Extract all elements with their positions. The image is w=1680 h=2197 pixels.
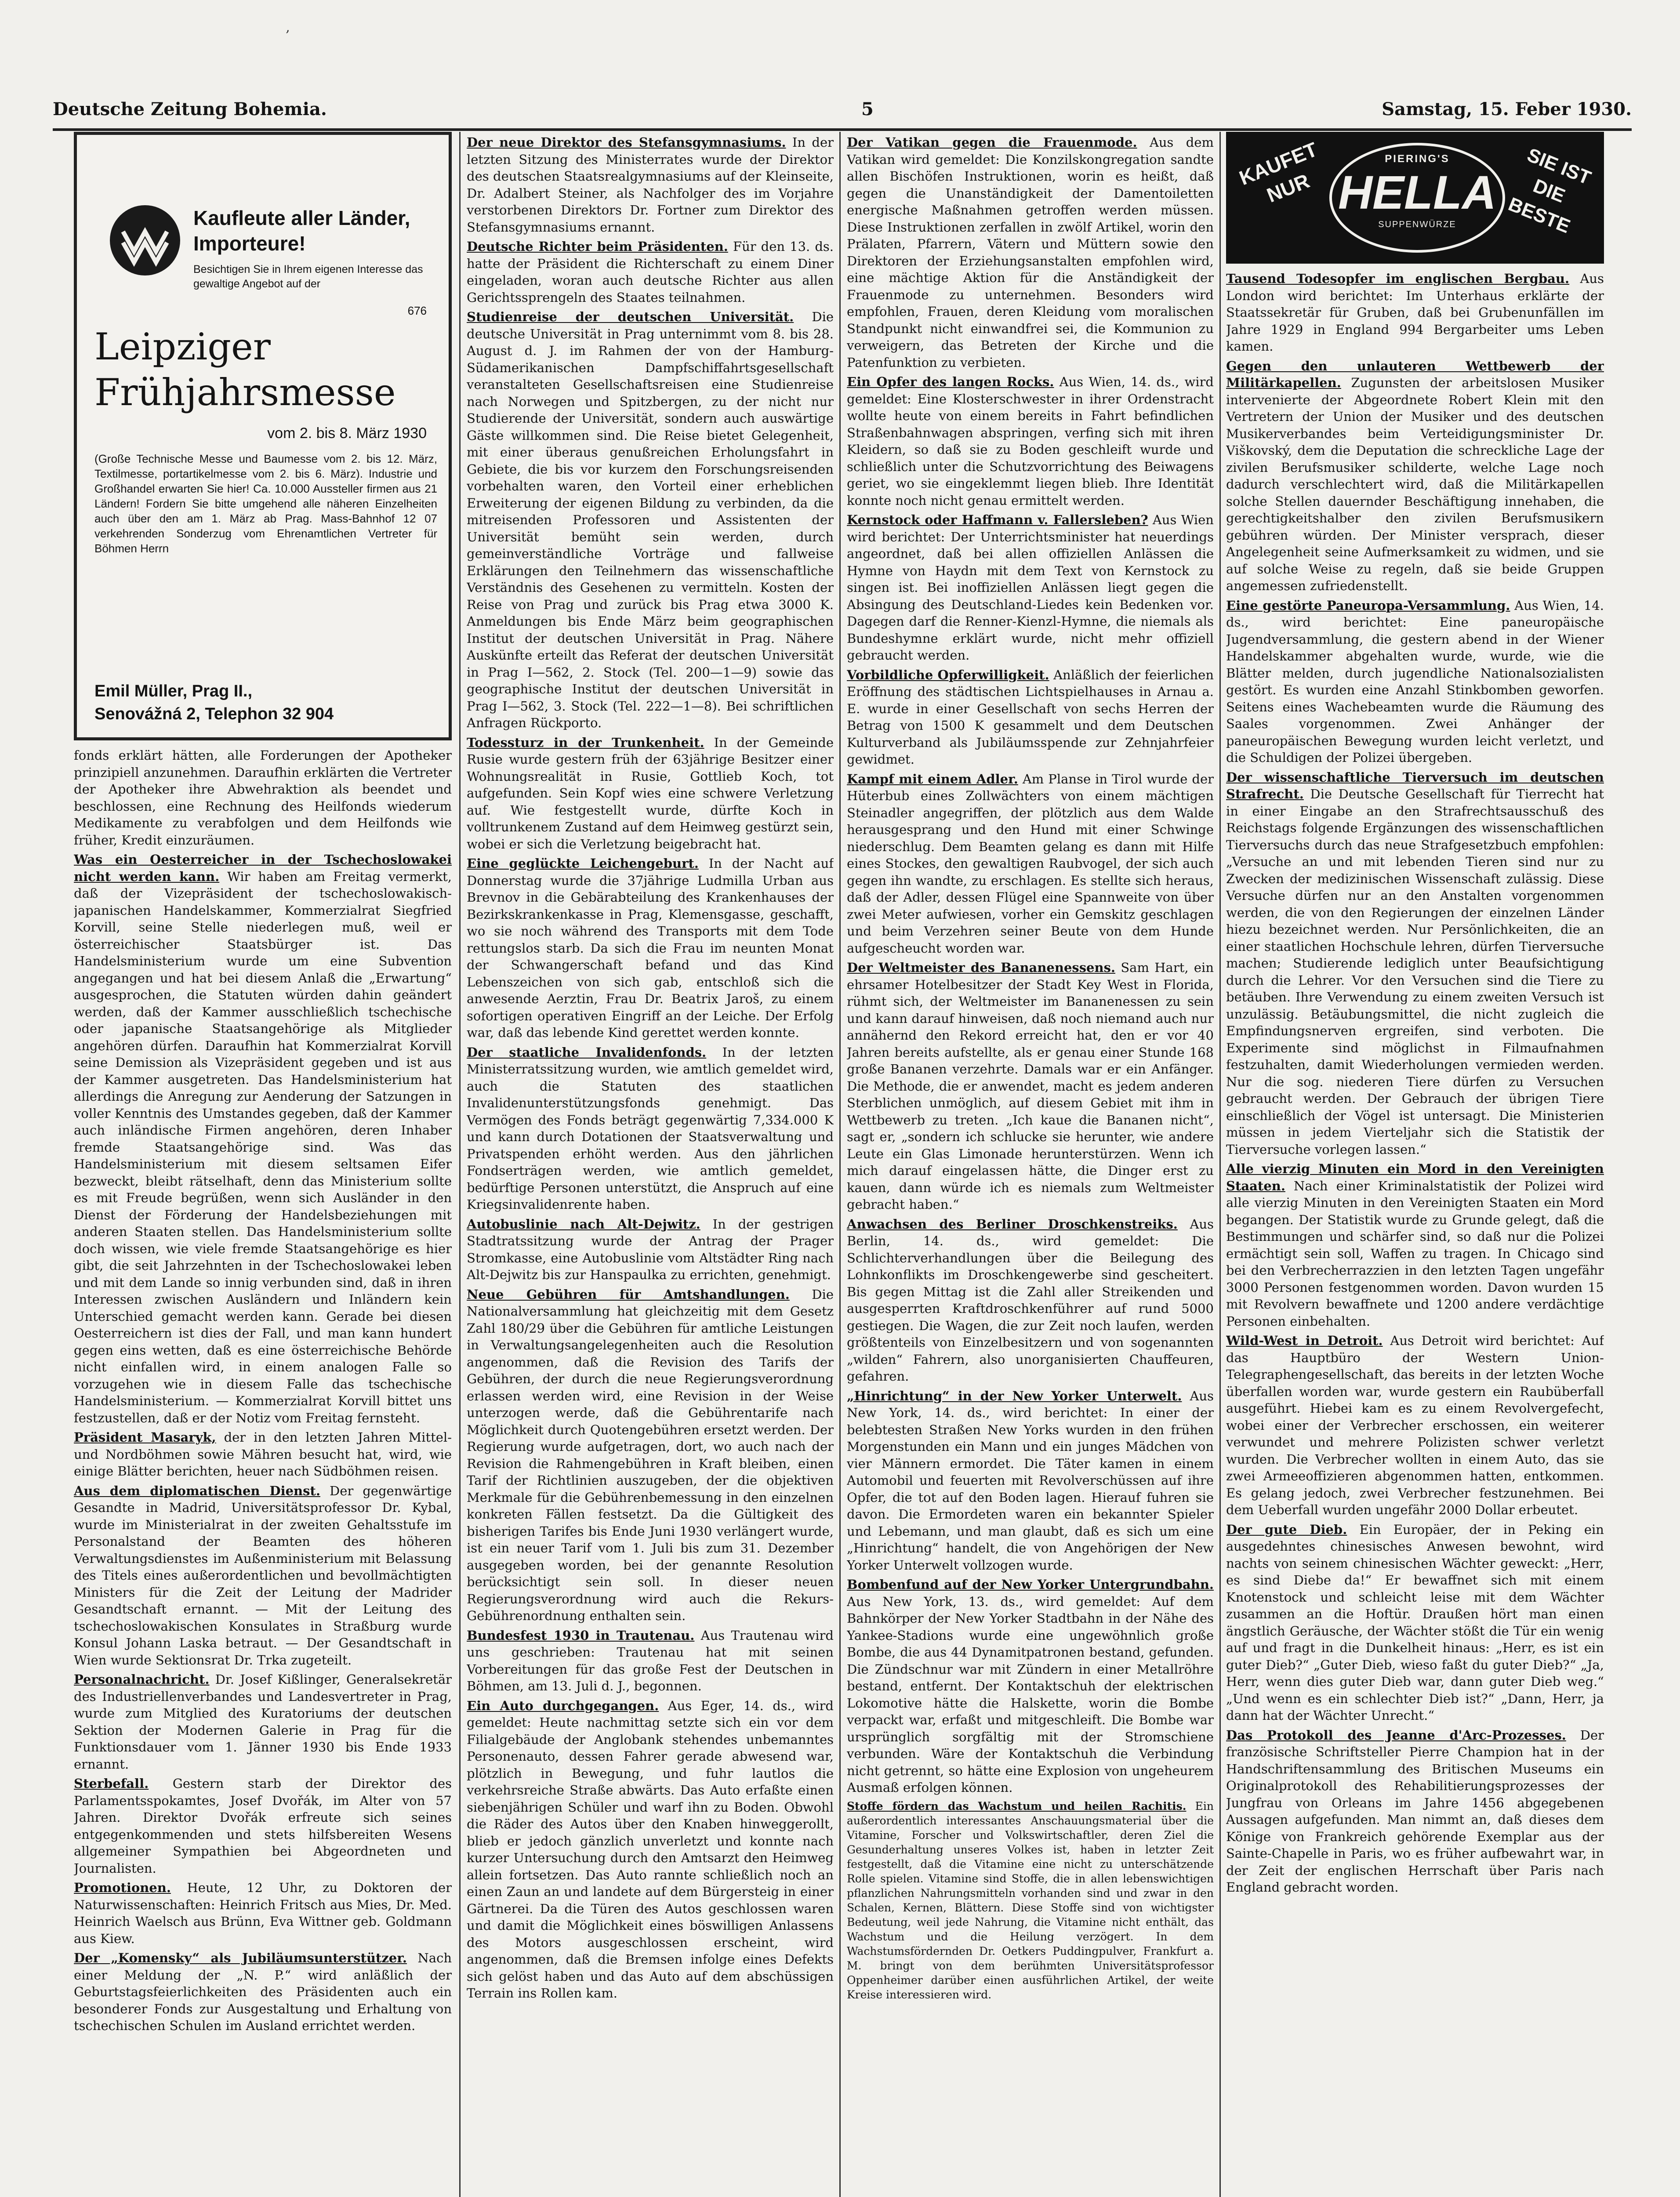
masthead: Deutsche Zeitung Bohemia. [53, 99, 327, 120]
article-body: In der letzten Ministerratssitzung wurden, wie amtlich gemeldet wird, auch die Statuten des staatlichen Invalidenunterstützungsfonds genehmigt. Das Vermögen des Fonds beträgt gegenwärtig 7,334.000 K und kann durch Dotationen der Staatsverwaltung und Privatspenden erhöht werden. Aus den jährlichen Fondserträgen werden, wie amtlich gemeldet, bedürftige Personen unterstützt, die Anspruch auf eine Kriegsinvalidenrente haben. [467, 1044, 834, 1212]
article-body: In der letzten Sitzung des Ministerrates wurde der Direktor des deutschen Staatsrealgymnasiums auf der Kleinseite, Dr. Adalbert Steiner, als Nachfolger des im Vorjahre verstorbenen Direktors Dr. Fortner zum Direktor des Stefansgymnasiums ernannt. [467, 135, 834, 235]
column-2 [467, 134, 834, 2197]
col3-article [847, 1216, 1214, 1385]
col3-article [847, 771, 1214, 957]
ad-contact-name: Emil Müller, Prag II., [94, 682, 252, 700]
article-heading: Deutsche Richter beim Präsidenten. [467, 239, 728, 254]
hella-right-text: SIE IST DIE BESTE [1505, 144, 1594, 238]
hella-advertisement [1226, 132, 1604, 264]
article-body: Am Planse in Tirol wurde der Hüterbub eines Zollwächters von einem mächtigen Steinadler angegriffen, der plötzlich aus dem Walde herausgesprang und den Hund mit einer Schwinge niederschlug. Dem Beamten gelang es dann mit Hilfe eines Stockes, den gewaltigen Raubvogel, der sich auch gegen ihn wandte, zu erschlagen. Es stellte sich heraus, daß der Adler, dessen Flügel eine Spannweite von über zwei Meter aufwiesen, vorher ein Gemskitz geschlagen und beim Verzehren seiner Beute von dem Hunde aufgescheucht worden war. [847, 771, 1214, 956]
article-body: In der gestrigen Stadtratssitzung wurde der Antrag der Prager Stromkasse, eine Autobuslinie vom Altstädter Ring nach Alt-Dejwitz bis zur Hanspaulka zu errichten, genehmigt. [467, 1216, 834, 1282]
col2-article [467, 734, 834, 853]
article-body: Nach einer Meldung der „N. P.“ wird anläßlich der Geburtstagsfeierlichkeiten des Präsidenten auch ein besonderer Fonds zur Ausgestaltung und Erhaltung von tschechischen Schulen im Ausland errichtet werden. [74, 1950, 452, 2033]
ad-title [94, 324, 437, 415]
col3-article [847, 511, 1214, 664]
col2-article [467, 1286, 834, 1624]
article-body: Nach einer Kriminalstatistik der Polizei wird alle vierzig Minuten in den Vereinigten Staaten ein Mord begangen. Der Statistik wurde zu Grunde gelegt, daß die Bestimmungen und schärfer sind, so daß nur die Polizei ermächtigt sein soll, Waffen zu tragen. In Chicago sind bei den Verbrecherrazzien in den letzten Tagen ungefähr 3000 Personen festgenommen worden. Davon wurden 15 mit Revolvern bewaffnete und 1200 andere verdächtige Personen einbehalten. [1226, 1178, 1604, 1329]
col3-article [847, 959, 1214, 1213]
article-body: In der Gemeinde Rusie wurde gestern früh der 63jährige Besitzer einer Wohnungsrealität in Rusie, Gottlieb Koch, tot aufgefunden. Sein Kopf wies eine schwere Verletzung auf. Wie festgestellt wurde, dürfte Koch in volltrunkenem Zustand auf dem Heimweg gestürzt sein, wobei er sich die Verletzung beigebracht hat. [467, 735, 834, 852]
col4-article [1226, 597, 1604, 766]
col1-article [74, 1429, 452, 1480]
ad-code: 676 [407, 304, 427, 317]
article-body: Der französische Schriftsteller Pierre Champion hat in der Handschriftensammlung des Britischen Museums ein Originalprotokoll des Rehabilitierungsprozesses der Jungfrau von Orleans im Jahre 1456 abgegebenen Aussagen aufgefunden. Man nimmt an, daß dieses dem Könige von Frankreich gehörende Exemplar aus der Sainte-Chapelle in Paris, wo es früher aufbewahrt war, in der Zeit der englischen Herrschaft über Paris nach England gebracht worden. [1226, 1727, 1604, 1895]
article-heading: Ein Opfer des langen Rocks. [847, 374, 1054, 389]
col1-article [74, 851, 452, 1426]
article-heading: Der Weltmeister des Bananenessens. [847, 960, 1115, 975]
article-body: Aus New York, 14. ds., wird berichtet: In einer der belebtesten Straßen New Yorks wurden in den frühen Morgenstunden ein Mann und ein junges Mädchen von vier Männern ermordet. Die Täter kamen in einem Automobil und feuerten mit Revolverschüssen auf ihre Opfer, die tot auf den Boden lagen. Hierauf fuhren sie davon. Die Ermordeten waren ein bekannter Spieler und Lebemann, und man glaubt, daß es sich um eine „Hinrichtung“ handelt, die von Angehörigen der New Yorker Unterwelt vollzogen wurde. [847, 1388, 1214, 1573]
article-heading: „Hinrichtung“ in der New Yorker Unterwelt. [847, 1388, 1182, 1403]
col3-article [847, 1799, 1214, 2002]
article-body: Der gegenwärtige Gesandte in Madrid, Universitätsprofessor Dr. Kybal, wurde im Ministerialrat in der zweiten Gehaltsstufe im Personalstand der Beamten des höheren Verwaltungsdienstes im Außenministerium mit Belassung des Titels eines außerordentlichen und bevollmächtigten Ministers für die Zeit der Leitung der Madrider Gesandtschaft ernannt. — Mit der Leitung des tschechoslowakischen Konsulates in Straßburg wurde Konsul Johann Laska betraut. — Der Gesandtschaft in Wien wurde Sektionsrat Dr. Trka zugeteilt. [74, 1483, 452, 1668]
article-heading: Promotionen. [74, 1880, 171, 1895]
col1-article [74, 1775, 452, 1877]
col3-article [847, 1576, 1214, 1796]
article-body: Aus Wien, 14. ds., wird berichtet: Eine paneuropäische Jugendversammlung, die gestern abend in der Wiener Handelskammer abgehalten wurde, wurde, wie die Blätter melden, durch jugendliche Nationalsozialisten gestört. Es wurden eine Anzahl Stinkbomben geworfen. Seitens eines Wachebeamten wurde die Räumung des Saales vorgenommen. Zwei Anhänger der paneuropäischen Bewegung wurden leicht verletzt, und die Schuldigen der Polizei übergeben. [1226, 598, 1604, 765]
article-heading: Tausend Todesopfer im englischen Bergbau. [1226, 271, 1570, 286]
article-body: Aus Berlin, 14. ds., wird gemeldet: Die Schlichterverhandlungen über die Beilegung des Lohnkonflikts im Droschkengewerbe sind gescheitert. Bis gegen Mittag ist die Zahl aller Streikenden und ausgesperrten Kraftdroschkenführer auf rund 5000 gestiegen. Die Wagen, die zur Zeit noch laufen, werden größtenteils von Einzelbesitzern und von sogenannten „wilden“ Fahrern, also unorganisierten Chauffeuren, gefahren. [847, 1216, 1214, 1384]
article-body: Dr. Josef Kißlinger, Generalsekretär des Industriellenverbandes und Landesvertreter in Prag, wurde zum Mitglied des Kuratoriums der deutschen Sektion der Modernen Galerie in Prag für die Funktionsdauer vom 1. Jänner 1930 bis Ende 1933 ernannt. [74, 1672, 452, 1772]
leipzig-fair-advertisement [74, 132, 452, 740]
article-heading: Eine gestörte Paneuropa-Versammlung. [1226, 598, 1510, 613]
col4-article [1226, 1727, 1604, 1896]
article-heading: Bombenfund auf der New Yorker Untergrundbahn. [847, 1577, 1214, 1592]
ad-title-line2: Frühjahrsmesse [94, 371, 396, 414]
article-heading: Wild-West in Detroit. [1226, 1333, 1383, 1348]
column-rule-3 [1219, 132, 1221, 2197]
article-body: Sam Hart, ein ehrsamer Hotelbesitzer der Stadt Key West in Florida, rühmt sich, der Weltmeister im Bananenessen zu sein und kann darauf hinweisen, daß noch niemand auch nur annähernd den Rekord erreicht hat, den er vor 40 Jahren bereits aufstellte, als er genau einer Stunde 168 große Bananen verzehrte. Damals war er ein Anfänger. Die Methode, die er anwendet, macht es jedem anderen Sterblichen unmöglich, auf diesem Gebiet mit ihm in Wettbewerb zu treten. „Ich kaue die Bananen nicht“, sagt er, „sondern ich schlucke sie herunter, wie andere Leute ein Glas Limonade herunterstürzen. Wenn ich mich darauf eingelassen hätte, die Dinger erst zu kauen, dann würde ich es niemals zum Weltmeister gebracht haben.“ [847, 960, 1214, 1212]
article-body: Zugunsten der arbeitslosen Musiker intervenierte der Abgeordnete Robert Klein mit den Vertretern der Union der Musiker und des deutschen Musikerverbandes beim Verteidigungsminister Dr. Viškovský, dem die Deputation die schreckliche Lage der zivilen Berufsmusiker schilderte, welche Lage noch dadurch verschlechtert wird, daß die Militärkapellen solche Stellen dauernder Beschäftigung innehaben, die gerechtigkeitshalber den zivilen Berufsmusikern gebühren würden. Der Minister versprach, dieser Angelegenheit seine Aufmerksamkeit zu widmen, und sie auf solche Weise zu regeln, daß sie beide Gruppen angemessen zufriedenstellt. [1226, 375, 1604, 593]
column-3 [847, 134, 1214, 2197]
article-body: Aus New York, 13. ds., wird gemeldet: Auf dem Bahnkörper der New Yorker Stadtbahn in der Nähe des Yankee-Stadions wurde eine ungewöhnlich große Bombe, die aus 44 Dynamitpatronen bestand, gefunden. Die Zündschnur war mit Zündern in einer Metallröhre bestand, entfernt. Der Kontaktschuh der elektrischen Lokomotive hätte die Halskette, worin die Bombe verpackt war, erfaßt und mitgeschleift. Die Bombe war ursprünglich sorgfältig mit der Stromschiene verbunden. Wäre der Kontaktschuh die Verbindung nicht getrennt, so hätte eine Explosion von ungeheurem Ausmaß erfolgen können. [847, 1594, 1214, 1795]
article-heading: Der staatliche Invalidenfonds. [467, 1044, 707, 1060]
col1-article [74, 1950, 452, 2034]
article-heading: Stoffe fördern das Wachstum und heilen Rachitis. [847, 1799, 1187, 1813]
article-body: Ein außerordentlich interessantes Anschauungsmaterial über die Vitamine, Forscher und Volkswirtschaftler, deren Ziel die Gesunderhaltung unseres Volkes ist, haben in letzter Zeit festgestellt, daß die Vitamine eine nicht zu unterschätzende Rolle spielen. Vitamine sind Stoffe, die in allen lebenswichtigen pflanzlichen Nahrungsmitteln vorhanden sind und zwar in den Schalen, Kernen, Blättern. Diese Stoffe sind von wichtigster Bedeutung, weil jede Nahrung, die Vitamine nicht enthält, das Wachstum und die Heilung verzögert. In dem Wachstumsfördernden Dr. Oetkers Puddingpulver, Frankfurt a. M. bringt von dem berühmten Universitätsprofessor Oppenheimer darüber einen ausführlichen Artikel, der weite Kreise interessieren wird. [847, 1799, 1214, 2001]
article-heading: Aus dem diplomatischen Dienst. [74, 1483, 320, 1498]
issue-date: Samstag, 15. Feber 1930. [1382, 99, 1632, 120]
article-body: Aus Eger, 14. ds., wird gemeldet: Heute nachmittag setzte sich ein vor dem Filialgebäude der Anglobank stehendes unbemanntes Personenauto, dessen Fahrer gerade abwesend war, plötzlich in Bewegung, und fuhr lautlos die verkehrsreiche Straße abwärts. Das Auto erfaßte einen siebenjährigen Schüler und warf ihn zu Boden. Obwohl die Räder des Autos über den Knaben hinweggerollt, blieb er jedoch gänzlich unverletzt und konnte nach kurzer Untersuchung durch den Amtsarzt den Heimweg allein fortsetzen. Das Auto rannte schließlich noch an einen Zaun an und landete auf dem Bürgersteig in einer Gärtnerei. Da die Türen des Autos geschlossen waren und damit die Möglichkeit eines böswilligen Anlassens des Motors ausgeschlossen erscheint, wird angenommen, daß die Bremsen infolge eines Defekts sich gelöst haben und das Auto auf dem abschüssigen Terrain ins Rollen kam. [467, 1698, 834, 2001]
col3-article [847, 134, 1214, 371]
page-number: 5 [861, 99, 874, 120]
ad-title-line1: Leipziger [94, 325, 271, 368]
col1-article [74, 1671, 452, 1773]
col2-article [467, 308, 834, 732]
hella-brand-sub: SUPPENWÜRZE [1378, 220, 1456, 229]
article-heading: Bundesfest 1930 in Trautenau. [467, 1628, 695, 1643]
article-heading: Der neue Direktor des Stefansgymnasiums. [467, 135, 786, 150]
ad-contact [94, 680, 437, 725]
article-body: In der Nacht auf Donnerstag wurde die 37jährige Ludmilla Urban aus Brevnov in die Gebärabteilung des Krankenhauses der Bezirkskrankenkasse in Prag, Klemensgasse, geschafft, wo sie noch während des Transports mit dem Tode rettungslos starb. Da sich die Frau im neunten Monat der Schwangerschaft befand und das Kind Lebenszeichen von sich gab, entschloß sich die anwesende Aerztin, Frau Dr. Beatrix Jaroš, zu einem sofortigen operativen Eingriff an der Leiche. Der Erfolg war, daß das lebende Kind gerettet werden konnte. [467, 856, 834, 1040]
article-body: Aus Trautenau wird uns geschrieben: Trautenau hat mit seinen Vorbereitungen für das große Fest der Deutschen in Böhmen, am 13. Juli d. J., begonnen. [467, 1628, 834, 1693]
article-body: Aus London wird berichtet: Im Unterhaus erklärte der Staatssekretär für Gruben, daß bei Grubenunfällen im Jahre 1929 in England 994 Bergarbeiter ums Leben kamen. [1226, 271, 1604, 354]
article-heading: Kampf mit einem Adler. [847, 771, 1018, 787]
article-body: Wir haben am Freitag vermerkt, daß der Vizepräsident der tschechoslowakisch-japanischen Handelskammer, Kommerzialrat Siegfried Korvill, seine Stelle niederlegen muß, weil er österreichischer Staatsbürger ist. Das Handelsministerium wurde um eine Subvention angegangen und hat bei diesem Anlaß die „Erwartung“ ausgesprochen, die Statuten würden dahin geändert werden, daß der Kammer ausschließlich tschechische oder japanische Staatsangehörige als Mitglieder angehören dürfen. Daraufhin hat Kommerzialrat Korvill seine Demission als Vizepräsident gegeben und ist aus der Kammer ausgetreten. Das Handelsministerium hat allerdings die Anregung zur Aenderung der Satzungen in voller Kenntnis des Umstandes gegeben, daß der Kammer auch inländische Firmen angehören, deren Inhaber fremde Staatsangehörige sind. Was das Handelsministerium mit diesem seltsamen Eifer bezweckt, bleibt rätselhaft, denn das Ministerium sollte es mit Freude begrüßen, wenn sich Ausländer in den Dienst der Förderung der Handelsbeziehungen mit anderen Staaten stellen. Das Handelsministerium sollte doch wissen, wie viele fremde Staatsangehörige es hier gibt, die seit Jahrzehnten in der Tschechoslowakei leben und mit dem Lande so innig verbunden sind, daß in ihren Interessen zwischen Ausländern und Inländern kein Unterschied gemacht werden kann. Gerade bei diesen Oesterreichern ist dies der Fall, und man kann hundert gegen eins wetten, daß es eine österreichische Behörde nicht einfallen wird, in einem analogen Falle so vorzugehen wie in diesem Falle das tschechische Handelsministerium. — Kommerzialrat Korvill bittet uns festzustellen, daß er der Notiz vom Freitag fernsteht. [74, 869, 452, 1425]
article-heading: Kernstock oder Haffmann v. Fallersleben? [847, 512, 1148, 527]
article-body: Aus dem Vatikan wird gemeldet: Die Konzilskongregation sandte allen Bischöfen Instruktionen, worin es heißt, daß gegen die Unanständigkeit der Damentoiletten energische Maßnahmen getroffen werden müssen. Diese Instruktionen zerfallen in zwölf Artikel, worin den Prälaten, Pfarrern, Vätern und Müttern sowie den Direktoren der Erziehungsanstalten empfohlen wird, eine mächtige Aktion für die Anständigkeit der Frauenmode zu unternehmen. Besonders wird empfohlen, Frauen, deren Kleidung vom moralischen Standpunkt nicht einwandfrei sei, die Kommunion zu verweigern, das Betreten der Kirche und die Patenfunktion zu verbieten. [847, 135, 1214, 370]
article-heading: Der Vatikan gegen die Frauenmode. [847, 135, 1137, 150]
article-heading: Gegen den unlauteren Wettbewerb der Militärkapellen. [1226, 358, 1604, 390]
col4-article [1226, 769, 1604, 1158]
ad-dates: vom 2. bis 8. März 1930 [267, 425, 427, 442]
column-rule-2 [839, 132, 841, 2197]
article-heading: Studienreise der deutschen Universität. [467, 309, 794, 324]
col4-article [1226, 1521, 1604, 1724]
article-body: Ein Europäer, der in Peking ein ausgedehntes chinesisches Anwesen bewohnt, wird nachts von seinem chinesischen Wächter geweckt: „Herr, es sind Diebe da!“ Er bewaffnet sich mit einem Knotenstock und schleicht leise mit dem Wächter zusammen an die Hoftür. Draußen hört man einen ängstlich Geräusche, der Wächter stößt die Tür ein wenig auf und fragt in die Dunkelheit hinaus: „Herr, es ist ein guter Dieb?“ „Guter Dieb, wieso faßt du guter Dieb?“ „Ja, Herr, wenn dies guter Dieb war, dann guter Dieb weg.“ „Und wenn es ein schlechter Dieb ist?“ „Dann, Herr, ja dann hat der Wächter Unrecht.“ [1226, 1522, 1604, 1723]
mm-messe-logo-icon [110, 205, 180, 276]
col1-article [74, 1879, 452, 1947]
column-4 [1226, 270, 1604, 2197]
article-heading: Alle vierzig Minuten ein Mord in den Vereinigten Staaten. [1226, 1161, 1604, 1193]
hella-brand-top: PIERING'S [1385, 153, 1450, 165]
ad-invite: Besichtigen Sie in Ihrem eigenen Interesse das gewaltige Angebot auf der [193, 263, 423, 290]
col2-article [467, 238, 834, 306]
article-heading: Eine geglückte Leichengeburt. [467, 856, 699, 871]
article-heading: Präsident Masaryk, [74, 1430, 216, 1445]
article-heading: Sterbefall. [74, 1776, 149, 1791]
article-body: Anläßlich der feierlichen Eröffnung des städtischen Lichtspielhauses in Arnau a. E. wurde in einer Gesellschaft von sechs Herren der Betrag von 1500 K gesammelt und dem Deutschen Kulturverband als Jubiläumsspende zur Zehnjahrfeier gewidmet. [847, 667, 1214, 767]
col2-article [467, 1044, 834, 1213]
article-heading: Neue Gebühren für Amtshandlungen. [467, 1287, 790, 1302]
page-header [35, 99, 1649, 130]
article-heading: Der gute Dieb. [1226, 1522, 1347, 1537]
article-heading: Todessturz in der Trunkenheit. [467, 735, 704, 750]
col2-article [467, 1216, 834, 1283]
col4-article [1226, 270, 1604, 355]
col2-article [467, 1627, 834, 1695]
article-heading: Der wissenschaftliche Tierversuch im deutschen Strafrecht. [1226, 769, 1604, 801]
article-body: Für den 13. ds. hatte der Präsident die Richterschaft zu einem Diner eingeladen, woran auch deutsche Richter aus allen Gerichtssprengeln des Staates teilnahmen. [467, 239, 834, 305]
col1-article [74, 1483, 452, 1669]
article-body: Die deutsche Universität in Prag unternimmt vom 8. bis 28. August d. J. im Rahmen der von der Hamburg-Südamerikanischen Dampfschiffahrtsgesellschaft veranstalteten Gesellschaftsreisen eine Studienreise nach Norwegen und Spitzbergen, zu der nicht nur Studierende der Universität, sondern auch auswärtige Gäste willkommen sind. Die Reise bietet Gelegenheit, mit einer überaus genußreichen Erholungsfahrt in Gebiete, die bis vor kurzem den Forschungsreisenden vorbehalten waren, den Vorteil einer erheblichen Erweiterung der eigenen Bildung zu verbinden, da die mitreisenden Professoren und Assistenten der Universität bemüht sein werden, durch gemeinverständliche Vorträge und fallweise Erklärungen den Teilnehmern das wissenschaftliche Verständnis des Gesehenen zu vermitteln. Kosten der Reise von Prag und zurück bis Prag etwa 3000 K. Anmeldungen bis Ende März beim geographischen Institut der deutschen Universität in Prag. Nähere Auskünfte erteilt das Referat der deutschen Universität in Prag I—562, 2. Stock (Tel. 200—1—9) sowie das geographische Institut der deutschen Universität in Prag I—562, 3. Stock (Tel. 222—1—8). Bei schriftlichen Anfragen Rückporto. [467, 309, 834, 730]
col3-article [847, 373, 1214, 509]
article-body: Heute, 12 Uhr, zu Doktoren der Naturwissenschaften: Heinrich Fritsch aus Mies, Dr. Med. Heinrich Waelsch aus Brünn, Eva Wittner geb. Goldmann aus Kiew. [74, 1880, 452, 1946]
col4-article [1226, 1160, 1604, 1330]
column-rule-1 [459, 132, 461, 2197]
col1-paragraph: fonds erklärt hätten, alle Forderungen der Apotheker prinzipiell anzunehmen. Daraufhin erklärten die Vertreter der Apotheker ihre Abwehraktion als beendet und beschlossen, eine Rechnung des Heilfonds wiederum Medikamente zu verabfolgen und dem Heilfonds wie früher, Kredit einzuräumen. [74, 748, 452, 848]
article-heading: Personalnachricht. [74, 1672, 210, 1687]
ad-headline: Kaufleute aller Länder, Importeure! [193, 207, 410, 255]
col4-article [1226, 1332, 1604, 1519]
article-heading: Autobuslinie nach Alt-Dejwitz. [467, 1216, 700, 1232]
article-body: Aus Detroit wird berichtet: Auf das Hauptbüro der Western Union-Telegraphengesellschaft, das bereits in der letzten Woche überfallen worden war, wurde gestern ein Raubüberfall ausgeführt. Hiebei kam es zu einem Revolvergefecht, wobei einer der Verbrecher erschossen, ein weiterer verwundet und mehrere Polizisten schwer verletzt wurden. Die Verbrecher wollten in einem Auto, das sie zwei Armeeoffizieren abgenommen hatten, entkommen. Es gelang jedoch, zwei Verbrecher festzunehmen. Bei dem Ueberfall wurden ungefähr 2000 Dollar erbeutet. [1226, 1333, 1604, 1517]
col4-article [1226, 358, 1604, 595]
article-heading: Ein Auto durchgegangen. [467, 1698, 659, 1713]
column-1 [74, 747, 452, 2197]
ad-body: (Große Technische Messe und Baumesse vom 2. bis 12. März, Textilmesse, portartikelmesse vom 2. bis 6. März). Industrie und Großhandel erwarten Sie hier! Ca. 10.000 Aussteller firmen aus 21 Ländern! Fordern Sie bitte umgehend alle näheren Einzelheiten auch über den am 1. März ab Prag. Mass-Bahnhof 12 07 verkehrenden Sonderzug vom Ehrenamtlichen Vertreter für Böhmen Herrn [94, 452, 437, 555]
col3-article [847, 667, 1214, 768]
margin-mark: ‚ [286, 20, 290, 35]
article-heading: Anwachsen des Berliner Droschkenstreiks. [847, 1216, 1178, 1232]
article-body: Aus Wien wird berichtet: Der Unterrichtsminister hat neuerdings angeordnet, daß bei allen offiziellen Anlässen die Hymne von Haydn mit dem Text von Kernstock zu singen ist. Bei inoffiziellen Anlässen liegt gegen die Absingung des Deutschland-Liedes kein Bedenken vor. Dagegen darf die Renner-Kienzl-Hymne, die niemals als Bundeshymne erklärt wurde, nicht mehr offiziell gebraucht werden. [847, 512, 1214, 663]
article-body: der in den letzten Jahren Mittel- und Nordböhmen sowie Mähren besucht hat, wird, wie einige Blätter berichten, heuer nach Südböhmen reisen. [74, 1430, 452, 1479]
col2-article [467, 134, 834, 236]
header-rule [53, 128, 1632, 131]
ad-contact-address: Senovážná 2, Telephon 32 904 [94, 705, 334, 723]
hella-brand: HELLA [1338, 166, 1496, 219]
col2-article [467, 1697, 834, 2002]
article-body: Aus Wien, 14. ds., wird gemeldet: Eine Klosterschwester in ihrer Ordenstracht wollte heute von einem bereits in Fahrt befindlichen Straßenbahnwagen abspringen, verfing sich mit ihren Kleidern, so daß sie zu Boden geschleift wurde und schließlich unter die Schutzvorrichtung des Beiwagens geriet, wo sie eingeklemmt liegen blieb. Ihre Identität konnte noch nicht genau ermittelt werden. [847, 374, 1214, 508]
col2-article [467, 855, 834, 1041]
article-body: Die Nationalversammlung hat gleichzeitig mit dem Gesetz Zahl 180/29 über die Gebühren für amtliche Leistungen in Verwaltungsangelegenheiten auch die Resolution angenommen, daß die Revision des Tarifs der Gebühren, der durch die neue Regierungsverordnung erlassen werden wird, eine Revision in der Weise unterzogen werde, daß die Gebührentarife nach Möglichkeit durch Quotengebühren ersetzt werden. Der Regierung wurde aufgetragen, dort, wo auch nach der Revision die Rahmengebühren in Kraft bleiben, einen Tarif der Richtlinien auszugeben, der die objektiven Merkmale für die Gebührenbemessung in den einzelnen konkreten Fällen festsetzt. Da die Gültigkeit des bisherigen Tarifes bis Ende Juni 1930 verlängert wurde, ist ein neuer Tarif vom 1. Juli bis zum 31. Dezember ausgegeben worden, bei der genannte Resolution berücksichtigt sein soll. In dieser neuen Regierungsverordnung wird auch die Rekurs-Gebührenordnung enthalten sein. [467, 1287, 834, 1623]
col3-article [847, 1388, 1214, 1574]
hella-left-text: KAUFET NUR [1236, 138, 1321, 207]
article-heading: Was ein Oesterreicher in der Tschechoslowakei nicht werden kann. [74, 852, 452, 884]
article-body: Gestern starb der Direktor des Parlamentsspokamtes, Josef Dvořák, im Alter von 57 Jahren. Direktor Dvořák erfreute sich seines entgegenkommenden und stets hilfsbereiten Wesens allgemeiner Sympathien bei Abgeordneten und Journalisten. [74, 1776, 452, 1876]
article-heading: Das Protokoll des Jeanne d'Arc-Prozesses. [1226, 1727, 1566, 1743]
article-heading: Der „Komensky“ als Jubiläumsunterstützer. [74, 1950, 407, 1965]
article-body: Die Deutsche Gesellschaft für Tierrecht hat in einer Eingabe an den Strafrechtsausschuß des Reichstags folgende Ergänzungen des wissenschaftlichen Tierversuchs durch das neue Strafgesetzbuch empfohlen: „Versuche an und mit lebenden Tieren sind nur zu Zwecken der medizinischen Wissenschaft zulässig. Diese Versuche dürfen nur an den Anstalten vorgenommen werden, die von den Regierungen der einzelnen Länder hiezu bezeichnet werden. Nur Persönlichkeiten, die an einer staatlichen Hochschule lehren, dürfen Tierversuche machen; Studierende lediglich unter Beaufsichtigung durch die Lehrer. Vor den Versuchen sind die Tiere zu betäuben. Ihre Verwendung zu einem zweiten Versuch ist unzulässig. Betäubungsmittel, die nicht zugleich die Empfindungsnerven ergreifen, sind verboten. Die Experimente sind möglichst in Filmaufnahmen festzuhalten, damit Wiederholungen vermieden werden. Nur die sog. niederen Tiere dürfen zu Versuchen gebraucht werden. Der Gebrauch der übrigen Tiere einschließlich der Vögel ist untersagt. Die Ministerien müssen in jedem Vierteljahr sich die Statistik der Tierversuche vorlegen lassen.“ [1226, 787, 1604, 1157]
article-heading: Vorbildliche Opferwilligkeit. [847, 667, 1049, 682]
